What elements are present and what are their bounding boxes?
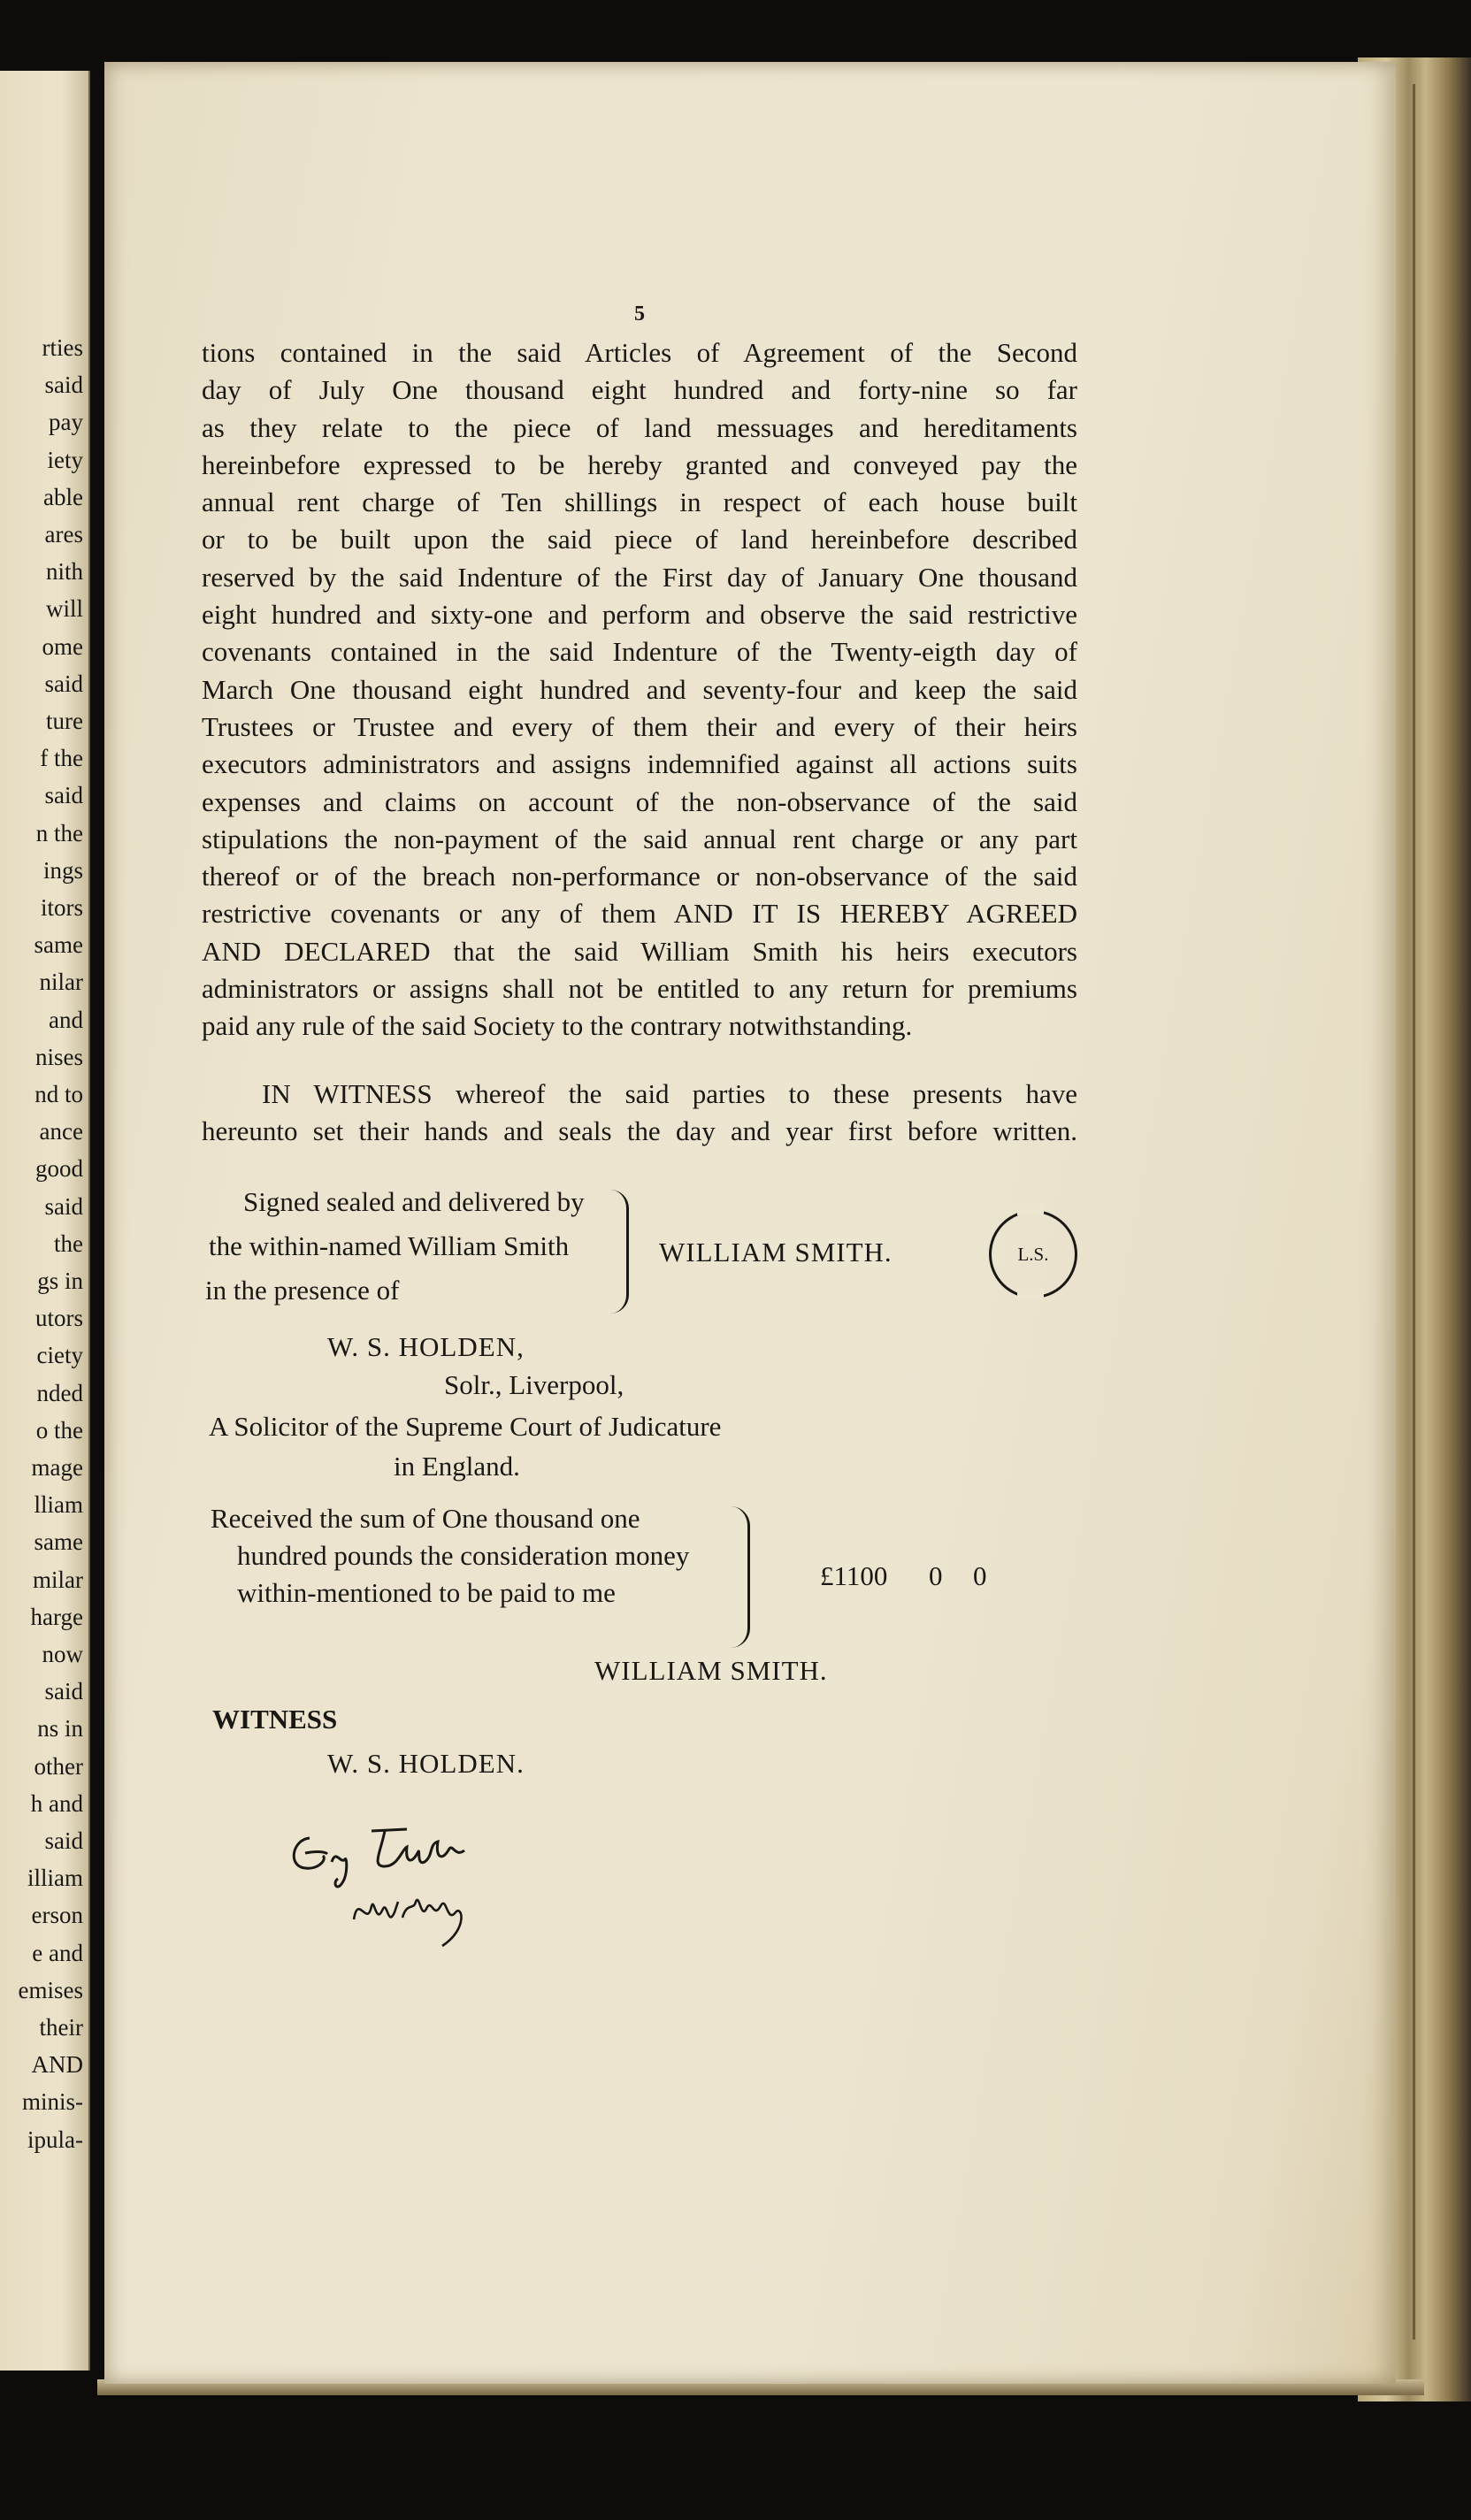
left-page-fragment: ings — [42, 856, 83, 884]
left-page-fragment: AND — [31, 2051, 83, 2079]
left-page-fragment: will — [45, 595, 83, 623]
left-page-fragment: nith — [45, 558, 83, 586]
in-witness-paragraph — [202, 1076, 1077, 1151]
paragraph-line: AND DECLARED that the said William Smith his heirs executors — [202, 935, 1077, 967]
paragraph-line: Trustees or Trustee and every of them their and every of their heirs — [202, 710, 1077, 742]
left-page-fragment: milar — [33, 1566, 83, 1593]
witness-title-line-2: in England. — [394, 1451, 520, 1482]
left-page-fragment: nilar — [39, 969, 83, 996]
witness-title-line-1: A Solicitor of the Supreme Court of Judicature — [209, 1411, 722, 1442]
paragraph-line: covenants contained in the said Indenture of the Twenty-eigth day of — [202, 636, 1077, 668]
left-page-fragment: f the — [40, 745, 83, 772]
amount-pence: 0 — [973, 1560, 987, 1591]
left-page-fragment: said — [44, 371, 83, 399]
paragraph-line: executors administrators and assigns indemnified against all actions suits — [202, 748, 1077, 780]
left-page-fragment: illiam — [27, 1865, 83, 1892]
left-page-fragment: emises — [18, 1976, 83, 2003]
left-page-fragment: same — [34, 931, 83, 959]
receipt-signatory: WILLIAM SMITH. — [594, 1655, 828, 1686]
left-page-fragment: ome — [42, 632, 83, 660]
main-paragraph — [202, 334, 1077, 1046]
left-page-fragment: said — [44, 1678, 83, 1705]
left-page-fragment: mage — [31, 1454, 83, 1481]
execution-brace — [610, 1190, 629, 1314]
left-page-fragment: nises — [35, 1043, 83, 1070]
amount-pounds: £1100 — [820, 1560, 888, 1591]
seal-gap-top — [1017, 1203, 1044, 1215]
seal-label: L.S. — [1017, 1243, 1049, 1265]
left-page-fragment: their — [39, 2014, 83, 2041]
receipt-line-1: Received the sum of One thousand one — [211, 1503, 640, 1534]
paragraph-line: day of July One thousand eight hundred and forty-nine so far — [202, 374, 1077, 406]
left-page-fragment: minis- — [21, 2088, 83, 2116]
left-page-fragment: ares — [44, 521, 83, 548]
paragraph-line: tions contained in the said Articles of Agreement of the Second — [202, 337, 1077, 368]
paragraph-line: paid any rule of the said Society to the contrary notwithstanding. — [202, 1010, 913, 1042]
left-page-fragment: h and — [30, 1789, 83, 1817]
left-page-fragment: said — [44, 1192, 83, 1220]
left-page-fragment: o the — [35, 1416, 83, 1444]
paragraph-line: March One thousand eight hundred and seventy-four and keep the said — [202, 673, 1077, 705]
execution-line-2: the within-named William Smith — [209, 1230, 570, 1261]
left-page-fragment: now — [42, 1641, 83, 1667]
paragraph-line: restrictive covenants or any of them AND IT IS HEREBY AGREED — [202, 898, 1077, 930]
left-page-fragment: said — [44, 1827, 83, 1854]
left-page-fragment: other — [34, 1752, 83, 1780]
paragraph-line: hereinbefore expressed to be hereby granted and conveyed pay the — [202, 448, 1077, 480]
left-page-fragment: good — [35, 1155, 83, 1183]
left-page-fragment: able — [43, 483, 83, 510]
receipt-line-3: within-mentioned to be paid to me — [237, 1577, 616, 1608]
left-page-fragment: ciety — [36, 1342, 83, 1369]
execution-line-3: in the presence of — [205, 1275, 400, 1306]
left-page-fragment: nded — [36, 1379, 83, 1406]
paragraph-line: thereof or of the breach non-performance or non-observance of the said — [202, 861, 1077, 892]
page-number: 5 — [634, 303, 645, 326]
left-page-fragment: iety — [47, 446, 83, 473]
paragraph-line: stipulations the non-payment of the said annual rent charge or any part — [202, 823, 1077, 854]
paragraph-line: reserved by the said Indenture of the First day of January One thousand — [202, 561, 1077, 593]
left-page-fragment: n the — [35, 819, 83, 846]
witness-name: W. S. HOLDEN, — [327, 1331, 525, 1362]
left-page-fragment: ture — [46, 708, 83, 734]
paragraph-line: or to be built upon the said piece of land hereinbefore described — [202, 524, 1077, 555]
left-page-fragment: e and — [32, 1939, 83, 1966]
left-page-fragment: pay — [49, 409, 83, 436]
paragraph-line: eight hundred and sixty-one and perform and observe the said restrictive — [202, 599, 1077, 631]
witness-block-name: W. S. HOLDEN. — [327, 1748, 525, 1779]
amount-shillings: 0 — [929, 1560, 943, 1591]
witness-paragraph-line: hereunto set their hands and seals the day and year first before written. — [202, 1115, 1077, 1147]
signatory-name: WILLIAM SMITH. — [659, 1237, 893, 1268]
left-page-fragment: gs in — [37, 1268, 83, 1294]
left-page-fragment: said — [44, 670, 83, 697]
left-page-fragment: ipula- — [27, 2126, 83, 2153]
seal-mark — [989, 1210, 1077, 1298]
left-page-fragment: utors — [35, 1305, 83, 1332]
receipt-line-2: hundred pounds the consideration money — [237, 1540, 690, 1571]
handwritten-signature — [283, 1813, 513, 1972]
left-page-fragment: and — [49, 1006, 83, 1033]
left-page-fragment: same — [34, 1528, 83, 1556]
receipt-brace — [730, 1506, 750, 1648]
left-page-fragment: rties — [42, 334, 83, 361]
witness-place: Solr., Liverpool, — [444, 1369, 624, 1400]
left-page-fragment: itors — [40, 894, 83, 921]
seal-gap-bottom — [1017, 1288, 1044, 1300]
left-page-fragment: ance — [39, 1118, 83, 1145]
paragraph-line: annual rent charge of Ten shillings in respect of each house built — [202, 486, 1077, 518]
left-page-fragment: nd to — [34, 1081, 83, 1107]
execution-line-1: Signed sealed and delivered by — [243, 1186, 585, 1217]
paragraph-line: expenses and claims on account of the non-observance of the said — [202, 785, 1077, 817]
left-page-fragment: the — [54, 1229, 83, 1257]
left-page-fragment: ns in — [37, 1715, 83, 1743]
left-page-fragment: harge — [30, 1603, 83, 1630]
witness-paragraph-line: IN WITNESS whereof the said parties to these presents have — [262, 1078, 1077, 1109]
left-page-fragment: erson — [31, 1902, 83, 1929]
left-page-fragment: said — [44, 782, 83, 809]
paragraph-line: administrators or assigns shall not be entitled to any return for premiums — [202, 973, 1077, 1005]
witness-heading: WITNESS — [212, 1704, 338, 1735]
previous-page-edge — [0, 71, 90, 2371]
paragraph-line: as they relate to the piece of land messuages and hereditaments — [202, 411, 1077, 443]
left-page-fragment: lliam — [34, 1491, 83, 1519]
